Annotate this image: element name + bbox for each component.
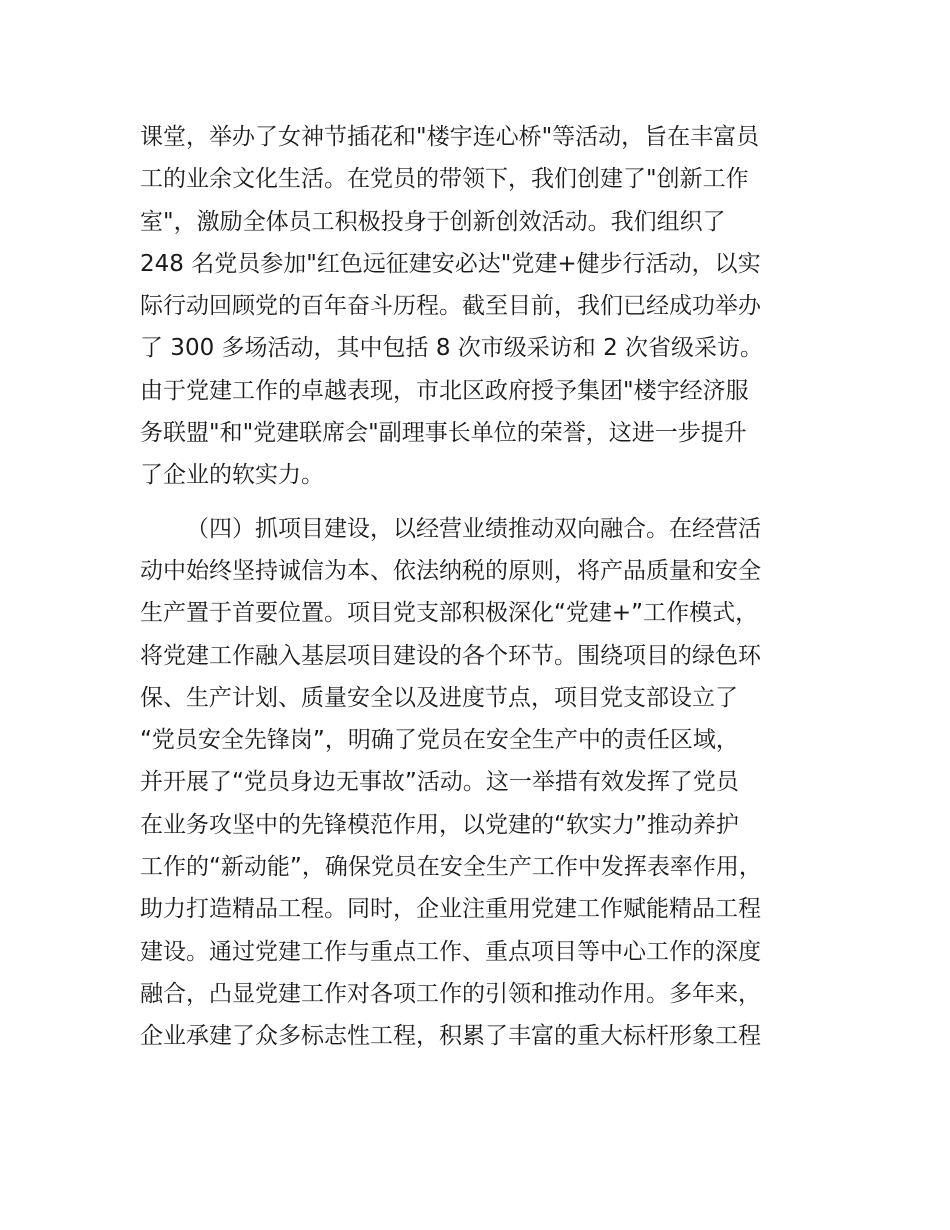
text-line: 保、生产计划、质量安全以及进度节点，项目党支部设立了 <box>140 684 738 711</box>
text-line: 企业承建了众多标志性工程，积累了丰富的重大标杆形象工程 <box>140 1023 761 1050</box>
text-line: 际行动回顾党的百年奋斗历程。截至目前，我们已经成功举办 <box>140 293 761 320</box>
text-line: 建设。通过党建工作与重点工作、重点项目等中心工作的深度 <box>140 938 761 965</box>
text-line: 由于党建工作的卓越表现，市北区政府授予集团"楼宇经济服 <box>140 377 749 404</box>
text-line: 助力打造精品工程。同时，企业注重用党建工作赋能精品工程 <box>140 896 761 923</box>
text-line: 在业务攻坚中的先锋模范作用，以党建的“软实力”推动养护 <box>140 811 739 838</box>
document-body <box>140 116 830 1058</box>
text-line: 将党建工作融入基层项目建设的各个环节。围绕项目的绿色环 <box>140 642 761 669</box>
text-line: 室"，激励全体员工积极投身于创新创效活动。我们组织了 <box>140 208 726 235</box>
paragraph-spacer <box>140 497 830 508</box>
paragraph-2 <box>140 508 830 1058</box>
text-line: 了 300 多场活动，其中包括 8 次市级采访和 2 次省级采访。 <box>140 335 764 362</box>
text-line: 工作的“新动能”，确保党员在安全生产工作中发挥表率作用， <box>140 854 762 881</box>
text-line: 工的业余文化生活。在党员的带领下，我们创建了"创新工作 <box>140 166 749 193</box>
text-line: 了企业的软实力。 <box>140 462 324 489</box>
paragraph-1 <box>140 116 830 497</box>
text-line: 课堂，举办了女神节插花和"楼宇连心桥"等活动，旨在丰富员 <box>140 124 760 150</box>
text-line: 融合，凸显党建工作对各项工作的引领和推动作用。多年来， <box>140 980 761 1007</box>
text-line: “党员安全先锋岗”，明确了党员在安全生产中的责任区域， <box>140 727 739 754</box>
text-line: 动中始终坚持诚信为本、依法纳税的原则，将产品质量和安全 <box>140 557 761 584</box>
text-line-indented: （四）抓项目建设，以经营业绩推动双向融合。在经营活 <box>186 515 761 542</box>
text-line: 248 名党员参加"红色远征建安必达"党建+健步行活动，以实 <box>140 250 761 277</box>
text-line: 生产置于首要位置。项目党支部积极深化“党建+”工作模式， <box>140 600 759 627</box>
text-line: 并开展了“党员身边无事故”活动。这一举措有效发挥了党员 <box>140 769 739 796</box>
text-line: 务联盟"和"党建联席会"副理事长单位的荣誉，这进一步提升 <box>140 420 747 447</box>
